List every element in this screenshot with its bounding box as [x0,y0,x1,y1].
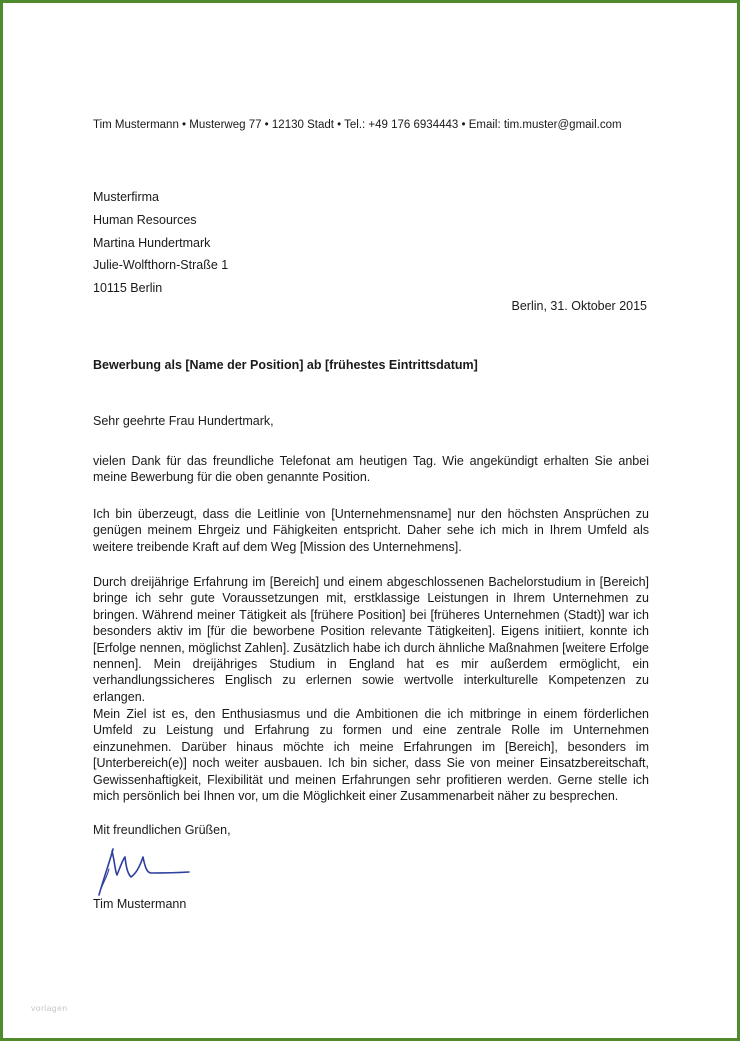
sender-line: Tim Mustermann • Musterweg 77 • 12130 Stadt • Tel.: +49 176 6934443 • Email: tim.muster@gmail.com [93,119,622,131]
letter-closing: Mit freundlichen Grüßen, [93,823,231,837]
signature-image [93,839,203,901]
letter-subject: Bewerbung als [Name der Position] ab [frühestes Eintrittsdatum] [93,358,478,372]
watermark-text: vorlagen [31,1003,68,1013]
recipient-street: Julie-Wolfthorn-Straße 1 [93,258,229,273]
recipient-name: Martina Hundertmark [93,235,211,250]
body-paragraph-4: Mein Ziel ist es, den Enthusiasmus und die Ambitionen die ich mitbringe in einem förderlichen Umfeld zu Leistung und Erfahrung zu formen und eine zentrale Rolle im Unternehmen einzunehmen. Darüber hinaus möchte ich meine Erfahrungen im [Bereich], besonders im [Unterbereich(e)] noch weiter ausbauen. Ich bin sicher, dass Sie von meiner Einsatzbereitschaft, Gewissenhaftigkeit, Flexibilität und meinen Erfahrungen sehr profitieren werden. Gerne stelle ich mich persönlich bei Ihnen vor, um die Möglichkeit einer Zusammenarbeit näher zu besprechen. [93,707,649,804]
recipient-address [93,186,228,300]
recipient-city: 10115 Berlin [93,281,163,296]
body-paragraph-2: Ich bin überzeugt, dass die Leitlinie von [Unternehmensname] nur den höchsten Ansprüchen zu genügen meinem Ehrgeiz und Fähigkeiten entspricht. Daher sehe ich mich in Ihrem Umfeld als weitere treibende Kraft auf dem Weg [Mission des Unternehmens]. [93,507,649,554]
body-paragraph-3: Durch dreijährige Erfahrung im [Bereich] und einem abgeschlossenen Bachelorstudium in [Bereich] bringe ich sehr gute Voraussetzungen mit, erstklassige Leistungen in Ihrem Unternehmen zu bringen. Während meiner Tätigkeit als [frühere Position] bei [früheres Unternehmen (Stadt)] war ich besonders aktiv im [für die beworbene Position relevante Tätigkeiten]. Eigens initiiert, konnte ich [Erfolge nennen, möglichst Zahlen]. Zusätzlich habe ich durch ähnliche Maßnahmen [weitere Erfolge nennen]. Mein dreijähriges Studium in England hat es mir außerdem ermöglicht, ein verhandlungssicheres Englisch zu erlernen sowie wertvolle interkulturelle Kompetenzen zu erlangen. [93,575,649,704]
salutation: Sehr geehrte Frau Hundertmark, [93,414,274,428]
body-paragraph-1: vielen Dank für das freundliche Telefonat am heutigen Tag. Wie angekündigt erhalten Sie anbei meine Bewerbung für die oben genannte Position. [93,454,649,485]
letter-date: Berlin, 31. Oktober 2015 [511,299,647,313]
recipient-department: Human Resources [93,212,197,227]
recipient-company: Musterfirma [93,190,159,204]
signer-name: Tim Mustermann [93,897,187,911]
